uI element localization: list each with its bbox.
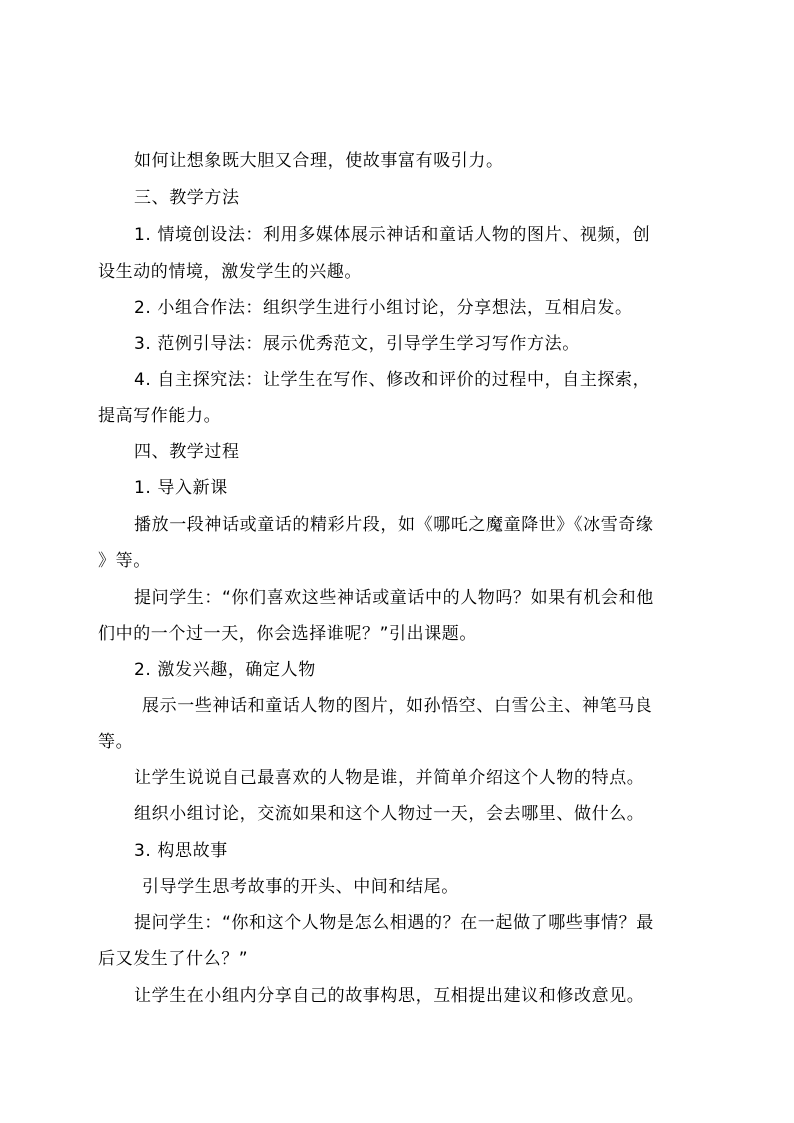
subheading-story: 3. 构思故事: [134, 841, 228, 861]
list-item-method-2: 2. 小组合作法：组织学生进行小组讨论，分享想法，互相启发。: [134, 298, 633, 318]
paragraph-line: 后又发生了什么？”: [98, 949, 249, 969]
paragraph-line: 如何让想象既大胆又合理，使故事富有吸引力。: [134, 151, 504, 171]
section-heading-teaching-methods: 三、教学方法: [134, 188, 240, 208]
list-item-method-1: 1. 情境创设法：利用多媒体展示神话和童话人物的图片、视频，创: [134, 225, 651, 245]
paragraph-line: 提问学生：“你们喜欢这些神话或童话中的人物吗？如果有机会和他: [134, 588, 654, 608]
list-item-method-4-cont: 提高写作能力。: [98, 406, 222, 426]
paragraph-line: 组织小组讨论，交流如果和这个人物过一天，会去哪里、做什么。: [134, 804, 645, 824]
paragraph-line: 展示一些神话和童话人物的图片，如孙悟空、白雪公主、神笔马良: [142, 696, 653, 716]
list-item-method-1-cont: 设生动的情境，激发学生的兴趣。: [98, 262, 362, 282]
paragraph-line: 等。: [98, 732, 134, 752]
paragraph-line: 提问学生：“你和这个人物是怎么相遇的？在一起做了哪些事情？最: [134, 913, 654, 933]
list-item-method-3: 3. 范例引导法：展示优秀范文，引导学生学习写作方法。: [134, 334, 580, 354]
subheading-intro: 1. 导入新课: [134, 478, 228, 498]
list-item-method-4: 4. 自主探究法：让学生在写作、修改和评价的过程中，自主探索，: [134, 370, 651, 390]
paragraph-line: 让学生在小组内分享自己的故事构思，互相提出建议和修改意见。: [134, 986, 645, 1006]
paragraph-line: 让学生说说自己最喜欢的人物是谁，并简单介绍这个人物的特点。: [134, 768, 645, 788]
paragraph-line: 引导学生思考故事的开头、中间和结尾。: [142, 877, 459, 897]
section-heading-teaching-process: 四、教学过程: [134, 442, 240, 462]
paragraph-line: 播放一段神话或童话的精彩片段，如《哪吒之魔童降世》《冰雪奇缘: [134, 515, 654, 535]
subheading-interest: 2. 激发兴趣，确定人物: [134, 660, 316, 680]
paragraph-line: 们中的一个过一天，你会选择谁呢？”引出课题。: [98, 624, 478, 644]
paragraph-line: 》等。: [98, 551, 151, 571]
